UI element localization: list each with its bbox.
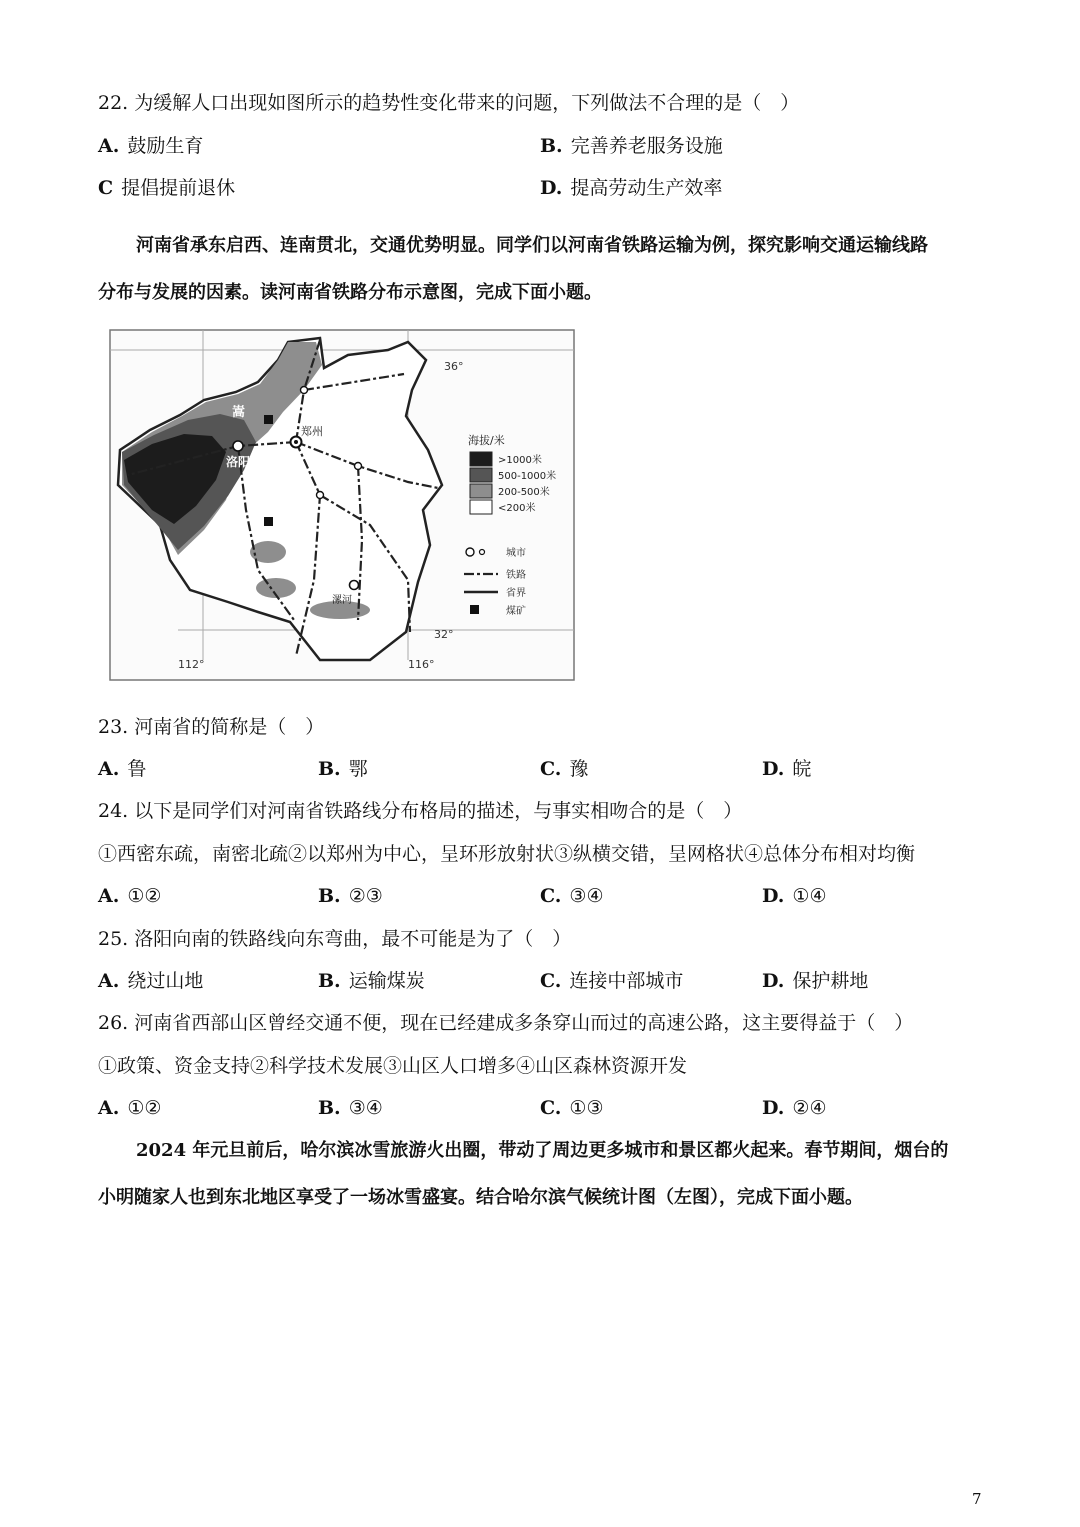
legend-swatch: [470, 452, 492, 466]
legend-label: 煤矿: [506, 606, 526, 617]
option-text: 提高劳动生产效率: [570, 177, 723, 199]
question-26-statements: ①政策、资金支持②科学技术发展③山区人口增多④山区森林资源开发: [98, 1055, 688, 1077]
option-letter: D.: [762, 758, 785, 780]
option-letter: B.: [318, 970, 341, 992]
legend-label: >1000米: [498, 455, 542, 466]
option-letter: A.: [98, 970, 120, 992]
option-text: 鲁: [127, 758, 147, 780]
latitude-label: 32°: [434, 628, 454, 641]
q24-option-c: [540, 883, 603, 909]
question-26-stem: 26. 河南省西部山区曾经交通不便，现在已经建成多条穿山而过的高速公路，这主要得益于（ ）: [98, 1012, 914, 1034]
legend-label: 200-500米: [498, 487, 550, 498]
option-text: ①③: [569, 1097, 604, 1119]
option-text: ③④: [348, 1097, 383, 1119]
q24-option-d: [762, 883, 827, 909]
option-letter: B.: [540, 135, 563, 157]
legend-label: 铁路: [506, 570, 526, 581]
latitude-label: 36°: [444, 360, 464, 373]
option-letter: C.: [540, 758, 562, 780]
passage-line: 小明随家人也到东北地区享受了一场冰雪盛宴。结合哈尔滨气候统计图（左图），完成下面小题。: [98, 1187, 863, 1208]
option-letter: A.: [98, 1097, 120, 1119]
city-marker: [301, 387, 308, 394]
q22-option-c: [98, 175, 235, 201]
q22-option-a: [98, 133, 203, 159]
city-label-luoyang: 洛阳: [226, 455, 251, 469]
passage-line: 河南省承东启西、连南贯北，交通优势明显。同学们以河南省铁路运输为例，探究影响交通运输线路: [136, 235, 928, 256]
q26-option-a: [98, 1095, 161, 1121]
legend-label: 500-1000米: [498, 471, 557, 482]
question-25-stem: 25. 洛阳向南的铁路线向东弯曲，最不可能是为了（ ）: [98, 928, 572, 950]
q24-option-a: [98, 883, 161, 909]
map-svg: [108, 320, 578, 685]
legend-label: <200米: [498, 503, 536, 514]
q23-option-c: [540, 756, 588, 782]
option-letter: A.: [98, 135, 120, 157]
q23-option-d: [762, 756, 811, 782]
option-letter: D.: [762, 885, 785, 907]
legend-city-icon: [480, 550, 485, 555]
q25-option-c: [540, 968, 683, 994]
option-text: ①④: [792, 885, 827, 907]
city-marker: [317, 492, 324, 499]
legend-swatch: [470, 468, 492, 482]
option-text: 鼓励生育: [127, 135, 204, 157]
option-letter: B.: [318, 758, 341, 780]
page-number: 7: [972, 1490, 982, 1508]
mountain-label: 嵩: [232, 405, 246, 420]
option-text: 完善养老服务设施: [570, 135, 723, 157]
q25-option-d: [762, 968, 868, 994]
option-text: 绕过山地: [127, 970, 204, 992]
question-22-stem: 22. 为缓解人口出现如图所示的趋势性变化带来的问题，下列做法不合理的是（ ）: [98, 92, 800, 114]
question-24-stem: 24. 以下是同学们对河南省铁路线分布格局的描述，与事实相吻合的是（ ）: [98, 800, 743, 822]
option-text: ③④: [569, 885, 604, 907]
option-letter: B.: [318, 1097, 341, 1119]
legend-label: 省界: [506, 588, 526, 599]
passage-henan-railway: [98, 222, 982, 316]
option-letter: D.: [540, 177, 563, 199]
option-text: ②④: [792, 1097, 827, 1119]
option-letter: D.: [762, 1097, 785, 1119]
question-23-stem: 23. 河南省的简称是（ ）: [98, 716, 325, 738]
q26-option-d: [762, 1095, 827, 1121]
coal-mine-marker: [264, 415, 273, 424]
henan-railway-map: [108, 320, 578, 685]
option-letter: C.: [540, 1097, 562, 1119]
city-marker-zhengzhou-dot: [294, 440, 298, 444]
longitude-label: 116°: [408, 658, 435, 671]
option-text: 连接中部城市: [569, 970, 684, 992]
option-text: ①②: [127, 1097, 162, 1119]
passage-line: 分布与发展的因素。读河南省铁路分布示意图，完成下面小题。: [98, 282, 602, 303]
q22-option-d: [540, 175, 722, 201]
option-letter: D.: [762, 970, 785, 992]
q25-option-a: [98, 968, 203, 994]
option-text: 皖: [792, 758, 812, 780]
q24-option-b: [318, 883, 383, 909]
question-24-statements: ①西密东疏，南密北疏②以郑州为中心，呈环形放射状③纵横交错，呈网格状④总体分布相对均衡: [98, 843, 916, 865]
q23-option-a: [98, 756, 146, 782]
legend-title: 海拔/米: [468, 434, 505, 447]
city-marker-luohe: [350, 581, 359, 590]
option-text: 鄂: [348, 758, 368, 780]
coal-mine-marker: [264, 517, 273, 526]
option-text: 豫: [569, 758, 589, 780]
city-label-luohe: 漯河: [332, 595, 352, 606]
city-marker: [355, 463, 362, 470]
passage-line: 2024 年元旦前后，哈尔滨冰雪旅游火出圈，带动了周边更多城市和景区都火起来。春节期间，烟台的: [136, 1140, 949, 1161]
legend-label: 城市: [506, 548, 526, 559]
city-marker-luoyang: [233, 441, 243, 451]
legend-swatch: [470, 500, 492, 514]
option-letter: C.: [540, 885, 562, 907]
q26-option-b: [318, 1095, 383, 1121]
passage-harbin-tourism: [98, 1127, 982, 1221]
option-text: ②③: [348, 885, 383, 907]
option-text: 保护耕地: [792, 970, 869, 992]
option-letter: A.: [98, 885, 120, 907]
legend-swatch: [470, 484, 492, 498]
legend-city-icon: [466, 548, 474, 556]
legend-coal-icon: [470, 605, 479, 614]
option-text: 运输煤炭: [348, 970, 425, 992]
option-letter: C.: [540, 970, 562, 992]
option-letter: B.: [318, 885, 341, 907]
q25-option-b: [318, 968, 425, 994]
option-letter: A.: [98, 758, 120, 780]
option-letter: C: [98, 177, 114, 199]
q22-option-b: [540, 133, 723, 159]
longitude-label: 112°: [178, 658, 205, 671]
q23-option-b: [318, 756, 368, 782]
option-text: ①②: [127, 885, 162, 907]
option-text: 提倡提前退休: [121, 177, 236, 199]
q26-option-c: [540, 1095, 603, 1121]
city-label-zhengzhou: 郑州: [301, 425, 323, 438]
